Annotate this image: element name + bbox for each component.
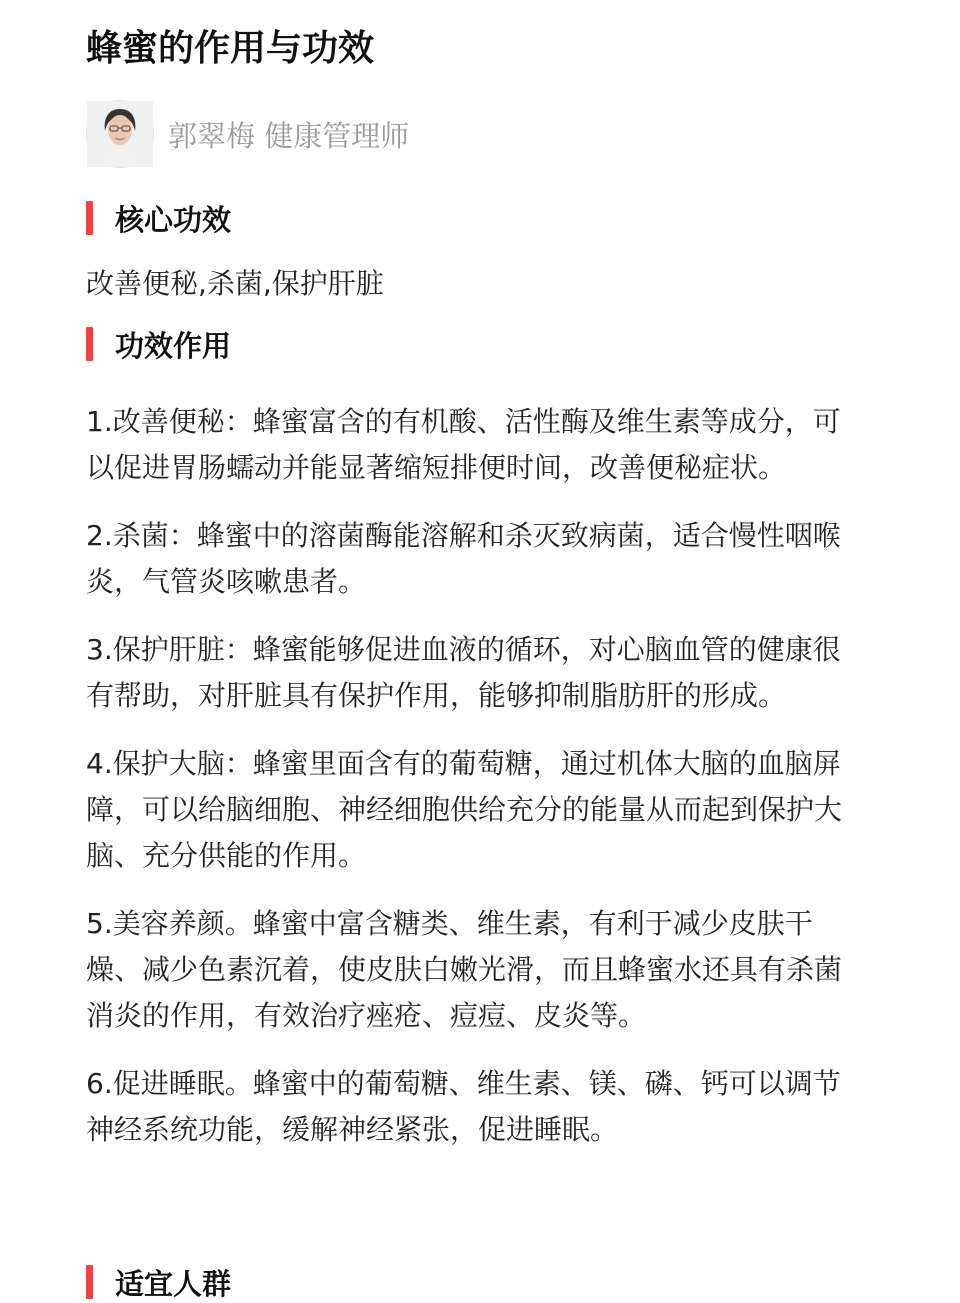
- section-accent-bar: [86, 201, 93, 235]
- section-effects-header: [86, 324, 231, 364]
- section-accent-bar: [86, 327, 93, 361]
- section-accent-bar: [86, 1265, 93, 1299]
- section-title-effects: 功效作用: [115, 328, 232, 363]
- avatar-portrait-icon: [87, 101, 153, 167]
- page-title: 蜂蜜的作用与功效: [86, 28, 375, 69]
- effect-paragraph: 4.保护大脑：蜂蜜里面含有的葡萄糖，通过机体大脑的血脑屏障，可以给脑细胞、神经细胞供给充分的能量从而起到保护大脑、充分供能的作用。: [86, 747, 843, 872]
- effect-paragraph: 2.杀菌：蜂蜜中的溶菌酶能溶解和杀灭致病菌，适合慢性咽喉炎，气管炎咳嗽患者。: [86, 519, 841, 598]
- author-name[interactable]: 郭翠梅 健康管理师: [168, 118, 410, 153]
- effect-paragraph: 1.改善便秘：蜂蜜富含的有机酸、活性酶及维生素等成分，可以促进胃肠蠕动并能显著缩短排便时间，改善便秘症状。: [86, 405, 841, 484]
- section-core-header: [86, 198, 231, 238]
- effect-paragraph: 6.促进睡眠。蜂蜜中的葡萄糖、维生素、镁、磷、钙可以调节神经系统功能，缓解神经紧张，促进睡眠。: [86, 1067, 841, 1146]
- effects-list: [86, 399, 864, 1175]
- section-audience-header: [86, 1262, 231, 1302]
- effect-paragraph: 5.美容养颜。蜂蜜中富含糖类、维生素，有利于减少皮肤干燥、减少色素沉着，使皮肤白嫩光滑，而且蜂蜜水还具有杀菌消炎的作用，有效治疗痤疮、痘痘、皮炎等。: [86, 907, 843, 1032]
- author-row[interactable]: [86, 100, 409, 168]
- avatar[interactable]: [86, 100, 154, 168]
- section-title-audience: 适宜人群: [115, 1266, 232, 1301]
- effect-paragraph: 3.保护肝脏：蜂蜜能够促进血液的循环，对心脑血管的健康很有帮助，对肝脏具有保护作用，能够抑制脂肪肝的形成。: [86, 633, 841, 712]
- section-title-core: 核心功效: [115, 202, 232, 237]
- core-effects-text: 改善便秘,杀菌,保护肝脏: [86, 267, 384, 300]
